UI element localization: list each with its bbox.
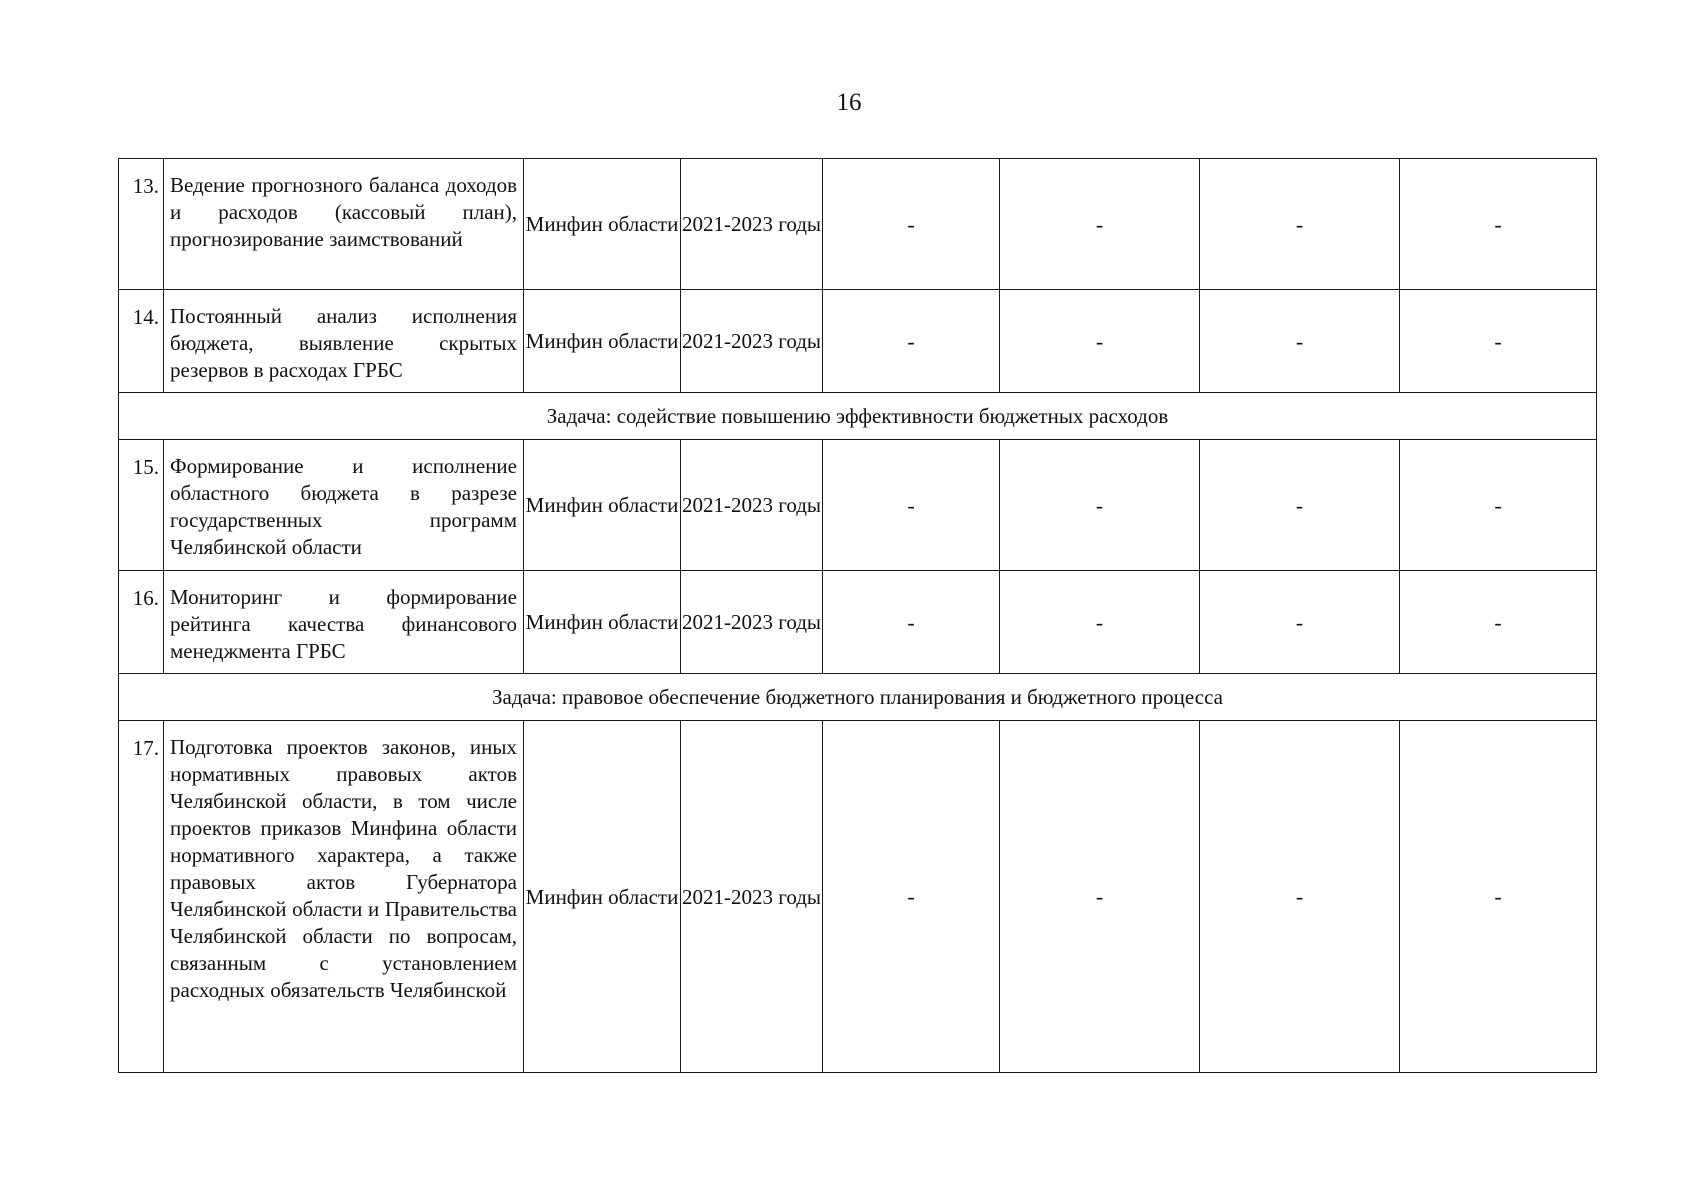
table-row [119,721,1597,1073]
measures-table [118,158,1597,1073]
value-cell: - [823,721,1000,1073]
value-cell: - [1200,440,1400,571]
period-cell: 2021-2023 годы [681,440,823,571]
value-cell: - [1200,721,1400,1073]
period-cell: 2021-2023 годы [681,721,823,1073]
measure-name: Постоянный анализ исполнения бюджета, выявление скрытых резервов в расходах ГРБС [164,290,524,393]
measure-name: Мониторинг и формирование рейтинга качества финансового менеджмента ГРБС [164,571,524,674]
page-number: 16 [836,89,862,116]
value-cell: - [1400,721,1597,1073]
executor-cell: Минфин области [524,571,681,674]
measure-name: Формирование и исполнение областного бюджета в разрезе государственных программ Челябинской области [164,440,524,571]
section-row [119,393,1597,440]
value-cell: - [823,290,1000,393]
row-number: 16. [119,571,164,674]
section-title: Задача: содействие повышению эффективности бюджетных расходов [119,393,1597,440]
period-cell: 2021-2023 годы [681,159,823,290]
value-cell: - [1400,440,1597,571]
period-cell: 2021-2023 годы [681,571,823,674]
executor-cell: Минфин области [524,721,681,1073]
row-number: 14. [119,290,164,393]
row-number: 17. [119,721,164,1073]
row-number: 13. [119,159,164,290]
executor-cell: Минфин области [524,440,681,571]
value-cell: - [1200,290,1400,393]
value-cell: - [1000,159,1200,290]
table-row [119,159,1597,290]
section-title: Задача: правовое обеспечение бюджетного планирования и бюджетного процесса [119,674,1597,721]
value-cell: - [823,571,1000,674]
section-row [119,674,1597,721]
table-row [119,290,1597,393]
measure-name: Ведение прогнозного баланса доходов и расходов (кассовый план), прогнозирование заимствований [164,159,524,290]
measure-name: Подготовка проектов законов, иных нормативных правовых актов Челябинской области, в том числе проектов приказов Минфина области нормативного характера, а также правовых актов Губернатора Челябинской области и Правительства Челябинской области по вопросам, связанным с установлением расходных обязательств Челябинской [164,721,524,1073]
value-cell: - [1400,159,1597,290]
value-cell: - [1000,440,1200,571]
value-cell: - [1200,159,1400,290]
executor-cell: Минфин области [524,290,681,393]
table-row [119,440,1597,571]
value-cell: - [823,159,1000,290]
value-cell: - [1000,571,1200,674]
value-cell: - [1400,571,1597,674]
value-cell: - [1400,290,1597,393]
value-cell: - [1000,290,1200,393]
value-cell: - [823,440,1000,571]
value-cell: - [1000,721,1200,1073]
value-cell: - [1200,571,1400,674]
table-row [119,571,1597,674]
executor-cell: Минфин области [524,159,681,290]
row-number: 15. [119,440,164,571]
period-cell: 2021-2023 годы [681,290,823,393]
